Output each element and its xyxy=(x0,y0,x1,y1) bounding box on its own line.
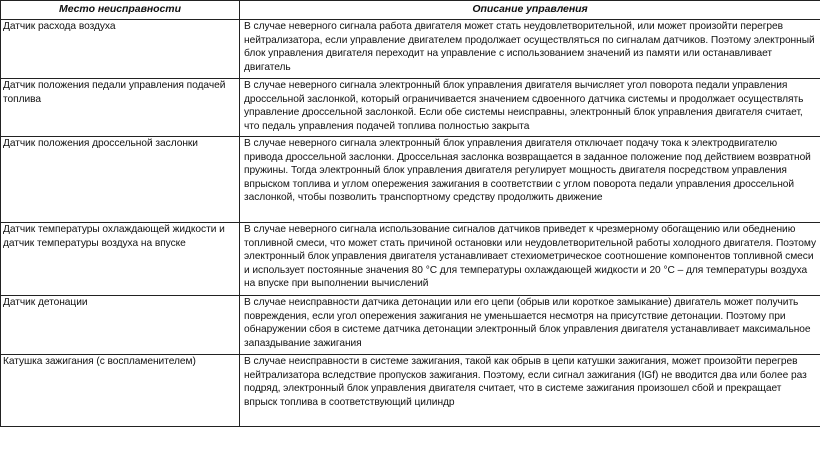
table-row xyxy=(1,137,820,223)
control-description-cell: В случае неисправности датчика детонации или его цепи (обрыв или короткое замыкание) двигатель может получить повреждения, если угол опережения зажигания не уменьшается несмотря на присутствие детонации. Поэтому при обнаружении сбоя в системе датчика детонации электронный блок управления двигателя устанавливает максимальное запаздывание зажигания xyxy=(240,296,820,355)
fault-place-cell: Датчик детонации xyxy=(1,296,240,355)
table-header-row xyxy=(1,1,820,20)
column-header-description: Описание управления xyxy=(240,1,820,20)
column-header-place: Место неисправности xyxy=(1,1,240,20)
control-description-cell: В случае неверного сигнала электронный блок управления двигателя отключает подачу тока к электродвигателю привода дроссельной заслонки. Дроссельная заслонка возвращается в заданное положение под действием возвратной пружины. Тогда электронный блок управления двигателя регулирует мощность двигателя посредством управления впрыском топлива и углом опережения зажигания в соответствии с углом поворота педали управления дроссельной заслонкой, чтобы позволить транспортному средству продолжить движение xyxy=(240,137,820,223)
fault-place-cell: Датчик положения дроссельной заслонки xyxy=(1,137,240,223)
table-row xyxy=(1,79,820,137)
table-row xyxy=(1,20,820,79)
fault-place-cell: Датчик положения педали управления подачей топлива xyxy=(1,79,240,137)
control-description-cell: В случае неверного сигнала использование сигналов датчиков приведет к чрезмерному обогащению или обеднению топливной смеси, что может стать причиной остановки или неудовлетворительной работы холодного двигателя. Поэтому электронный блок управления двигателя устанавливает стехиометрическое соотношение компонентов топливной смеси и использует постоянные значения 80 °С для температуры охлаждающей жидкости и 20 °С – для температуры воздуха на впуске при выполнении вычислений xyxy=(240,223,820,296)
table-row xyxy=(1,223,820,296)
control-description-cell: В случае неверного сигнала работа двигателя может стать неудовлетворительной, или может произойти перегрев нейтрализатора, если управление двигателем продолжает осуществляться по сигналам датчиков. Поэтому электронный блок управления двигателя переходит на управление с использованием значений из памяти или останавливает двигатель xyxy=(240,20,820,79)
fault-place-cell: Датчик расхода воздуха xyxy=(1,20,240,79)
control-description-cell: В случае неисправности в системе зажигания, такой как обрыв в цепи катушки зажигания, может произойти перегрев нейтрализатора вследствие пропусков зажигания. Поэтому, если сигнал зажигания (IGf) не вводится два или более раз подряд, электронный блок управления двигателя считает, что в системе зажигания произошел сбой и прекращает впрыск топлива в соответствующий цилиндр xyxy=(240,355,820,427)
fault-place-cell: Датчик температуры охлаждающей жидкости и датчик температуры воздуха на впуске xyxy=(1,223,240,296)
control-description-cell: В случае неверного сигнала электронный блок управления двигателя вычисляет угол поворота педали управления дроссельной заслонкой, который ограничивается значением сдвоенного датчика системы и продолжает осуществлять управление дроссельной заслонкой. Если обе системы неисправны, электронный блок управления двигателя считает, что педаль управления подачей топлива полностью закрыта xyxy=(240,79,820,137)
table-row xyxy=(1,355,820,427)
fault-place-cell: Катушка зажигания (с воспламенителем) xyxy=(1,355,240,427)
table-row xyxy=(1,296,820,355)
